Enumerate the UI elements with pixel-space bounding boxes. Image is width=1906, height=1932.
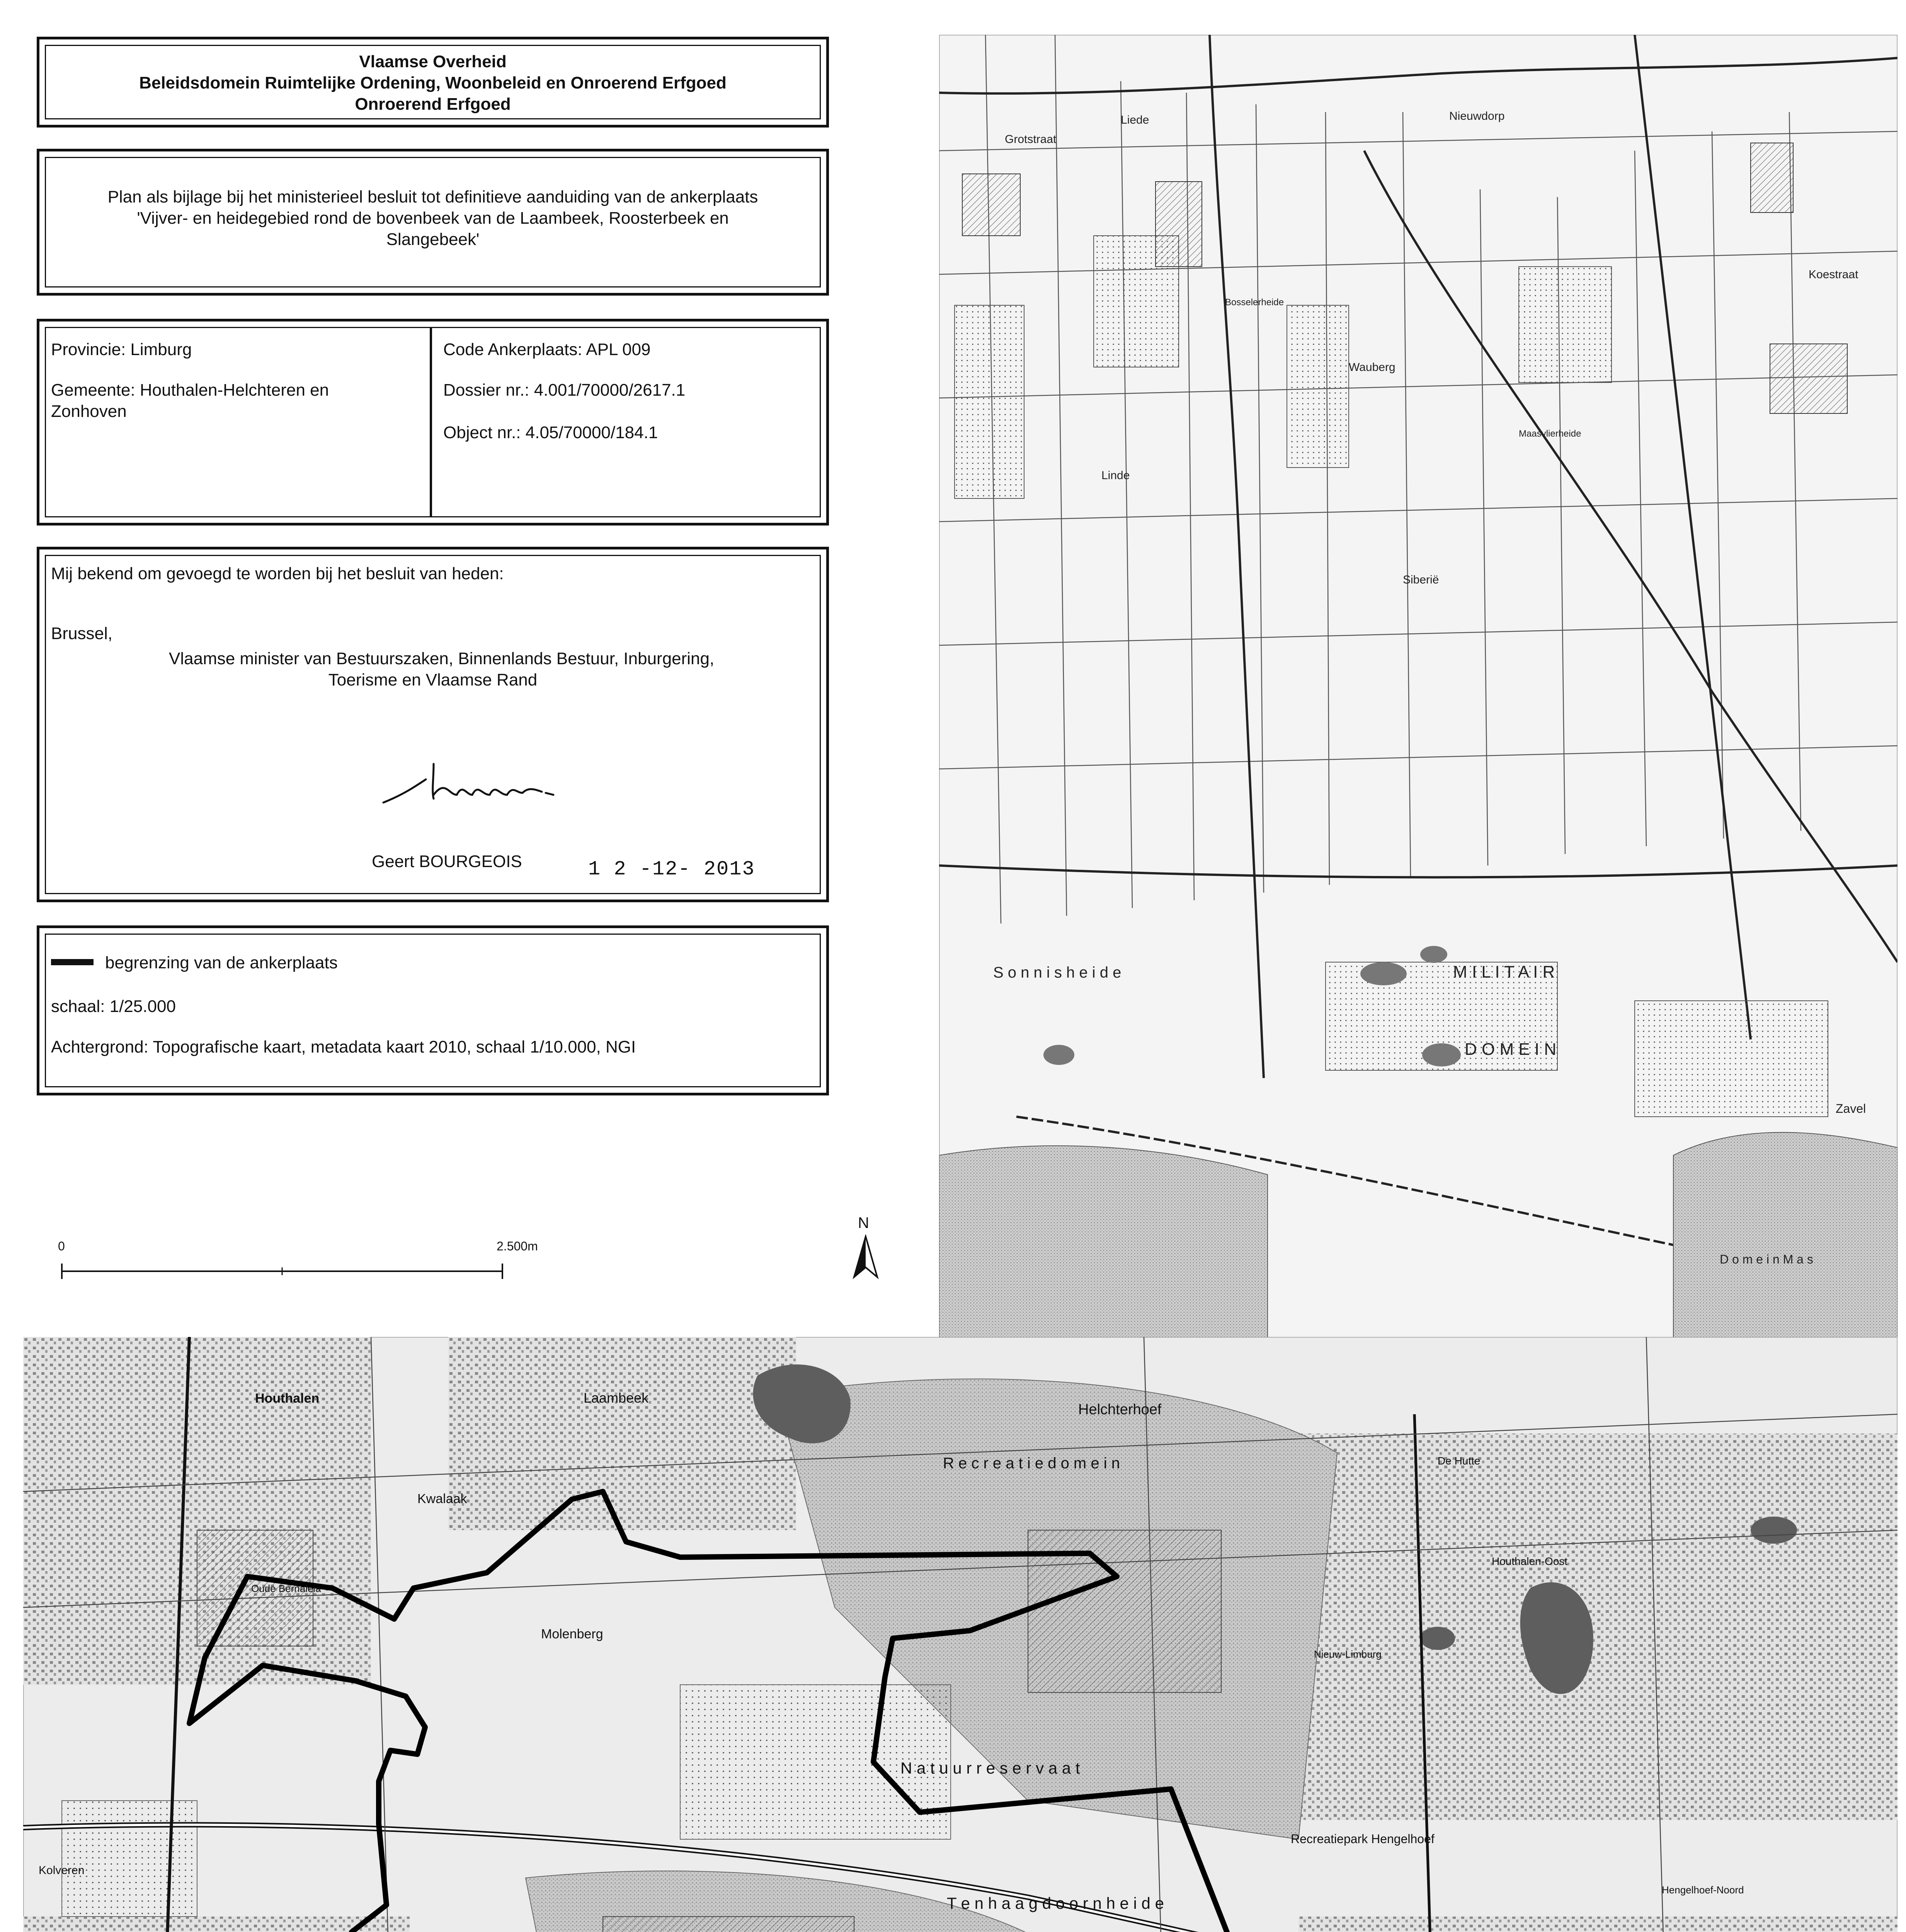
place-kolveren: Kolveren: [39, 1864, 85, 1877]
header-line-3: Onroerend Erfgoed: [355, 95, 511, 114]
place-wauberg: Wauberg: [1349, 361, 1395, 374]
place-oude-bernaleia: Oude Bernaleia: [251, 1583, 321, 1594]
place-grotstraat: Grotstraat: [1005, 133, 1057, 146]
place-domein: D O M E I N: [1465, 1040, 1557, 1059]
place-nieuw-limburg: Nieuw-Limburg: [1314, 1648, 1382, 1660]
map-sheet-north: [939, 35, 1897, 1356]
plan-line-2: 'Vijver- en heidegebied rond de bovenbeek van de Laambeek, Roosterbeek en: [137, 209, 729, 228]
place-molenberg: Molenberg: [541, 1627, 603, 1641]
provincie: Provincie: Limburg: [51, 340, 192, 359]
place-siberie: Siberië: [1403, 573, 1439, 586]
plan-line-1: Plan als bijlage bij het ministerieel besluit tot definitieve aanduiding van de ankerplaats: [107, 187, 758, 206]
place-tenhaagdoornheide: T e n h a a g d o o r n h e i d e: [947, 1894, 1164, 1912]
header-line-1: Vlaamse Overheid: [359, 52, 507, 71]
minister-line-1: Vlaamse minister van Bestuurszaken, Binnenlands Bestuur, Inburgering,: [169, 649, 715, 668]
dossier-nr: Dossier nr.: 4.001/70000/2617.1: [443, 381, 686, 400]
admin-divider: [430, 327, 432, 517]
north-arrow-icon: [850, 1235, 881, 1281]
legend-boundary-label: begrenzing van de ankerplaats: [105, 953, 338, 972]
legend-boundary-swatch: [51, 959, 94, 965]
place-helchterhoef: Helchterhoef: [1078, 1401, 1162, 1418]
place-nieuwdorp: Nieuwdorp: [1449, 110, 1505, 122]
approval-date-stamp: 1 2 -12- 2013: [588, 858, 755, 881]
legend-box: [37, 925, 829, 1095]
place-hengelhoef-noord: Hengelhoef-Noord: [1662, 1884, 1744, 1896]
place-recreatiepark: Recreatiepark Hengelhoef: [1291, 1832, 1435, 1846]
place-houthalen-oost: Houthalen-Oost: [1492, 1555, 1568, 1567]
place-recreatiedomein: R e c r e a t i e d o m e i n: [943, 1455, 1120, 1472]
gemeente-line-1: Gemeente: Houthalen-Helchteren en: [51, 381, 329, 400]
place-sonnisheide: S o n n i s h e i d e: [993, 964, 1121, 981]
place-maasvlierheide: Maasvlierheide: [1519, 429, 1581, 439]
place-koestraat: Koestraat: [1809, 268, 1858, 281]
header-line-2: Beleidsdomein Ruimtelijke Ordening, Woonbeleid en Onroerend Erfgoed: [139, 73, 727, 92]
place-zavel: Zavel: [1836, 1102, 1866, 1116]
place-liede: Liede: [1121, 114, 1149, 126]
approval-intro: Mij bekend om gevoegd te worden bij het besluit van heden:: [51, 564, 504, 583]
place-de-hutte: De Hutte: [1438, 1455, 1481, 1467]
approval-box: [37, 547, 829, 902]
place-houthalen: Houthalen: [255, 1391, 320, 1406]
code-ankerplaats: Code Ankerplaats: APL 009: [443, 340, 651, 359]
signature: [379, 756, 565, 810]
place-linde: Linde: [1101, 469, 1130, 482]
gemeente-line-2: Zonhoven: [51, 402, 127, 421]
object-nr: Object nr.: 4.05/70000/184.1: [443, 423, 658, 442]
place-natuurreservaat: N a t u u r r e s e r v a a t: [900, 1759, 1080, 1777]
approval-place: Brussel,: [51, 624, 112, 643]
north-label: N: [858, 1214, 869, 1231]
legend-scale: schaal: 1/25.000: [51, 997, 176, 1016]
scale-end: 2.500m: [497, 1239, 538, 1253]
scale-bar: [50, 1240, 553, 1287]
map-sheet-south: [23, 1337, 1897, 1932]
legend-background: Achtergrond: Topografische kaart, metadata kaart 2010, schaal 1/10.000, NGI: [51, 1037, 636, 1056]
minister-name: Geert BOURGEOIS: [372, 852, 522, 871]
header-box: [37, 37, 829, 128]
admin-info-box: [37, 319, 829, 526]
place-domein-mas: D o m e i n M a s: [1720, 1252, 1813, 1266]
place-laambeek: Laambeek: [584, 1390, 649, 1406]
plan-line-3: Slangebeek': [386, 230, 480, 249]
minister-line-2: Toerisme en Vlaamse Rand: [328, 670, 538, 689]
place-militair: M I L I T A I R: [1453, 963, 1555, 981]
plan-description-box: [37, 149, 829, 296]
place-kwalaak: Kwalaak: [417, 1492, 467, 1506]
place-bosselerheide: Bosselerheide: [1225, 297, 1284, 308]
scale-start: 0: [58, 1239, 65, 1253]
